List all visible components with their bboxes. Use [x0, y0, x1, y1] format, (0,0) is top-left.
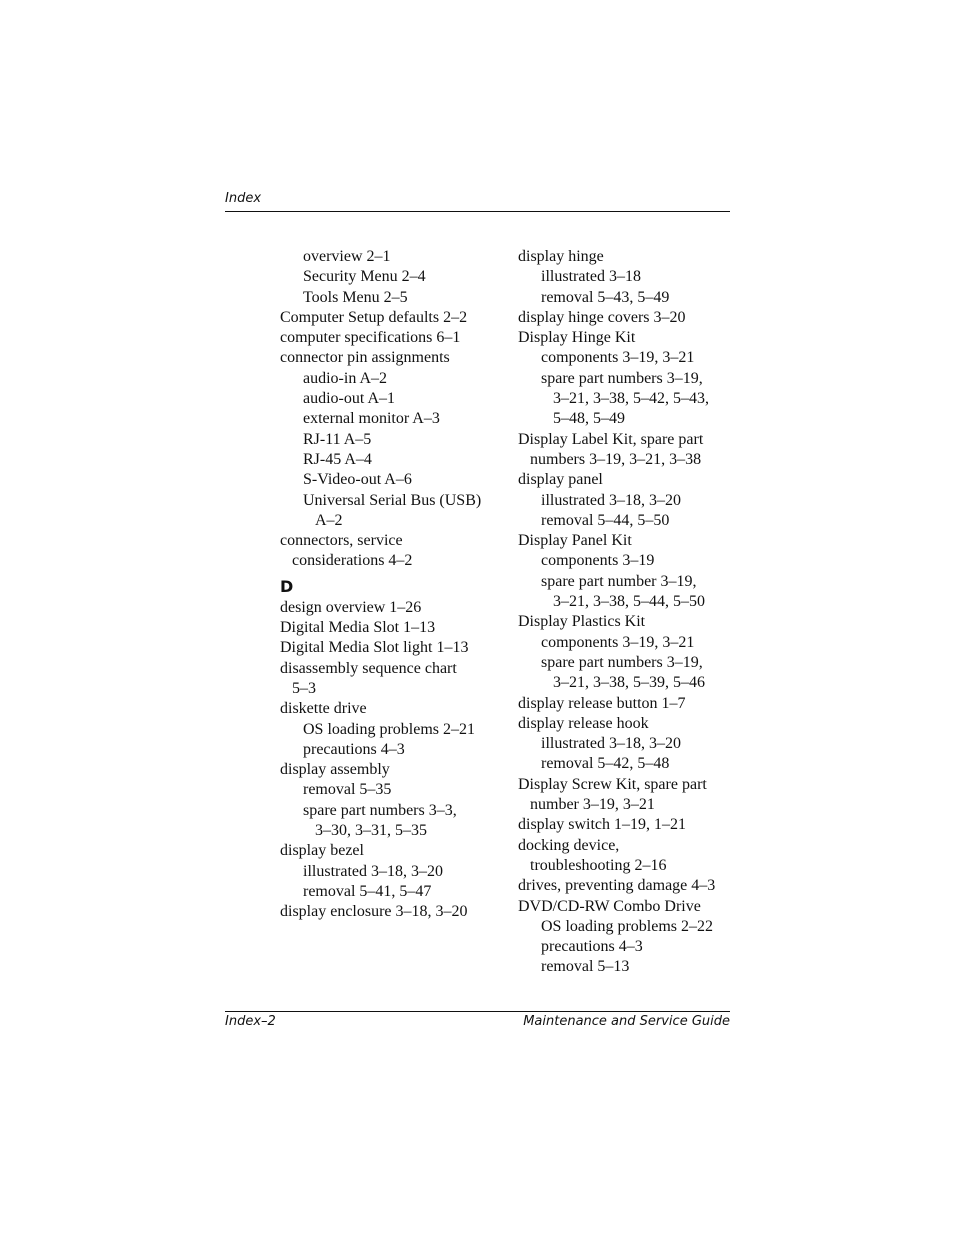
index-entry: design overview 1–26: [280, 598, 422, 616]
index-entry: Display Screw Kit, spare part: [518, 775, 707, 793]
index-entry: display assembly: [280, 761, 390, 779]
index-subentry: external monitor A–3: [303, 410, 440, 428]
index-subentry-continuation: 3–21, 3–38, 5–44, 5–50: [553, 593, 705, 611]
index-subentry: components 3–19, 3–21: [541, 633, 695, 651]
index-entry: display enclosure 3–18, 3–20: [280, 903, 468, 921]
index-subentry: illustrated 3–18, 3–20: [541, 735, 681, 753]
index-subentry: components 3–19, 3–21: [541, 349, 695, 367]
index-subentry: spare part number 3–19,: [541, 572, 697, 590]
index-subentry: spare part numbers 3–19,: [541, 369, 703, 387]
index-subentry: overview 2–1: [303, 248, 391, 265]
index-subentry: spare part numbers 3–19,: [541, 653, 703, 671]
index-entry: display switch 1–19, 1–21: [518, 816, 686, 834]
index-subentry: spare part numbers 3–3,: [303, 801, 457, 819]
book-title: Maintenance and Service Guide: [523, 1014, 730, 1029]
index-entry: connector pin assignments: [280, 349, 450, 367]
index-entry: Display Hinge Kit: [518, 329, 636, 347]
index-entry-continuation: troubleshooting 2–16: [530, 856, 667, 874]
index-entry: connectors, service: [280, 532, 403, 550]
index-subentry: removal 5–35: [303, 781, 392, 799]
index-entry: Digital Media Slot light 1–13: [280, 639, 469, 657]
index-subentry: OS loading problems 2–21: [303, 720, 475, 738]
index-subentry: removal 5–44, 5–50: [541, 511, 670, 529]
running-head: Index: [225, 191, 262, 206]
index-subentry: S-Video-out A–6: [303, 471, 412, 489]
index-subentry: removal 5–13: [541, 958, 630, 976]
index-entry: Display Label Kit, spare part: [518, 430, 704, 448]
index-entry: Digital Media Slot 1–13: [280, 619, 436, 637]
index-entry: diskette drive: [280, 700, 367, 718]
index-subentry: RJ-11 A–5: [303, 430, 372, 448]
index-subentry: audio-in A–2: [303, 369, 387, 387]
index-entry: display bezel: [280, 842, 364, 860]
index-subentry: illustrated 3–18: [541, 268, 641, 286]
index-entry-continuation: considerations 4–2: [292, 552, 413, 570]
index-entry: docking device,: [518, 836, 620, 854]
index-subentry: OS loading problems 2–22: [541, 917, 713, 935]
index-entry: computer specifications 6–1: [280, 329, 461, 347]
index-subentry-continuation: 3–30, 3–31, 5–35: [315, 822, 427, 840]
header-rule: [225, 211, 730, 212]
index-entry: display panel: [518, 471, 603, 489]
index-column-right: [518, 247, 733, 978]
index-entry: disassembly sequence chart: [280, 659, 457, 677]
index-subentry: precautions 4–3: [303, 740, 405, 758]
index-subentry: illustrated 3–18, 3–20: [303, 862, 443, 880]
page-number: Index–2: [225, 1014, 276, 1029]
index-entry-continuation: number 3–19, 3–21: [530, 796, 655, 814]
index-subentry: Tools Menu 2–5: [303, 288, 408, 306]
index-subentry: precautions 4–3: [541, 938, 643, 956]
index-entry: drives, preventing damage 4–3: [518, 877, 716, 895]
index-column-left: [280, 247, 495, 923]
index-subentry-continuation: 5–48, 5–49: [553, 410, 625, 428]
index-subentry: removal 5–43, 5–49: [541, 288, 670, 306]
index-subentry: RJ-45 A–4: [303, 450, 372, 468]
index-subentry: components 3–19: [541, 552, 655, 570]
index-subentry: audio-out A–1: [303, 390, 395, 408]
index-entry: Computer Setup defaults 2–2: [280, 308, 468, 326]
index-entry-continuation: 5–3: [292, 679, 316, 697]
index-subentry: removal 5–42, 5–48: [541, 755, 670, 773]
index-entry: Display Plastics Kit: [518, 613, 646, 631]
index-entry: display release button 1–7: [518, 694, 686, 712]
index-entry: display release hook: [518, 714, 649, 732]
index-subentry: illustrated 3–18, 3–20: [541, 491, 681, 509]
footer-rule: [225, 1011, 730, 1012]
index-entry-continuation: numbers 3–19, 3–21, 3–38: [530, 450, 702, 468]
index-entry: display hinge covers 3–20: [518, 308, 686, 326]
index-subentry: Universal Serial Bus (USB): [303, 491, 482, 509]
index-entry: display hinge: [518, 248, 604, 265]
index-subentry: Security Menu 2–4: [303, 268, 426, 286]
index-entry: Display Panel Kit: [518, 532, 632, 550]
index-subentry-continuation: 3–21, 3–38, 5–42, 5–43,: [553, 390, 709, 408]
index-entry: DVD/CD-RW Combo Drive: [518, 897, 701, 915]
index-subentry-continuation: 3–21, 3–38, 5–39, 5–46: [553, 674, 705, 692]
index-subentry: removal 5–41, 5–47: [303, 882, 432, 900]
index-subentry-continuation: A–2: [315, 511, 343, 529]
index-section-letter: D: [280, 576, 294, 596]
